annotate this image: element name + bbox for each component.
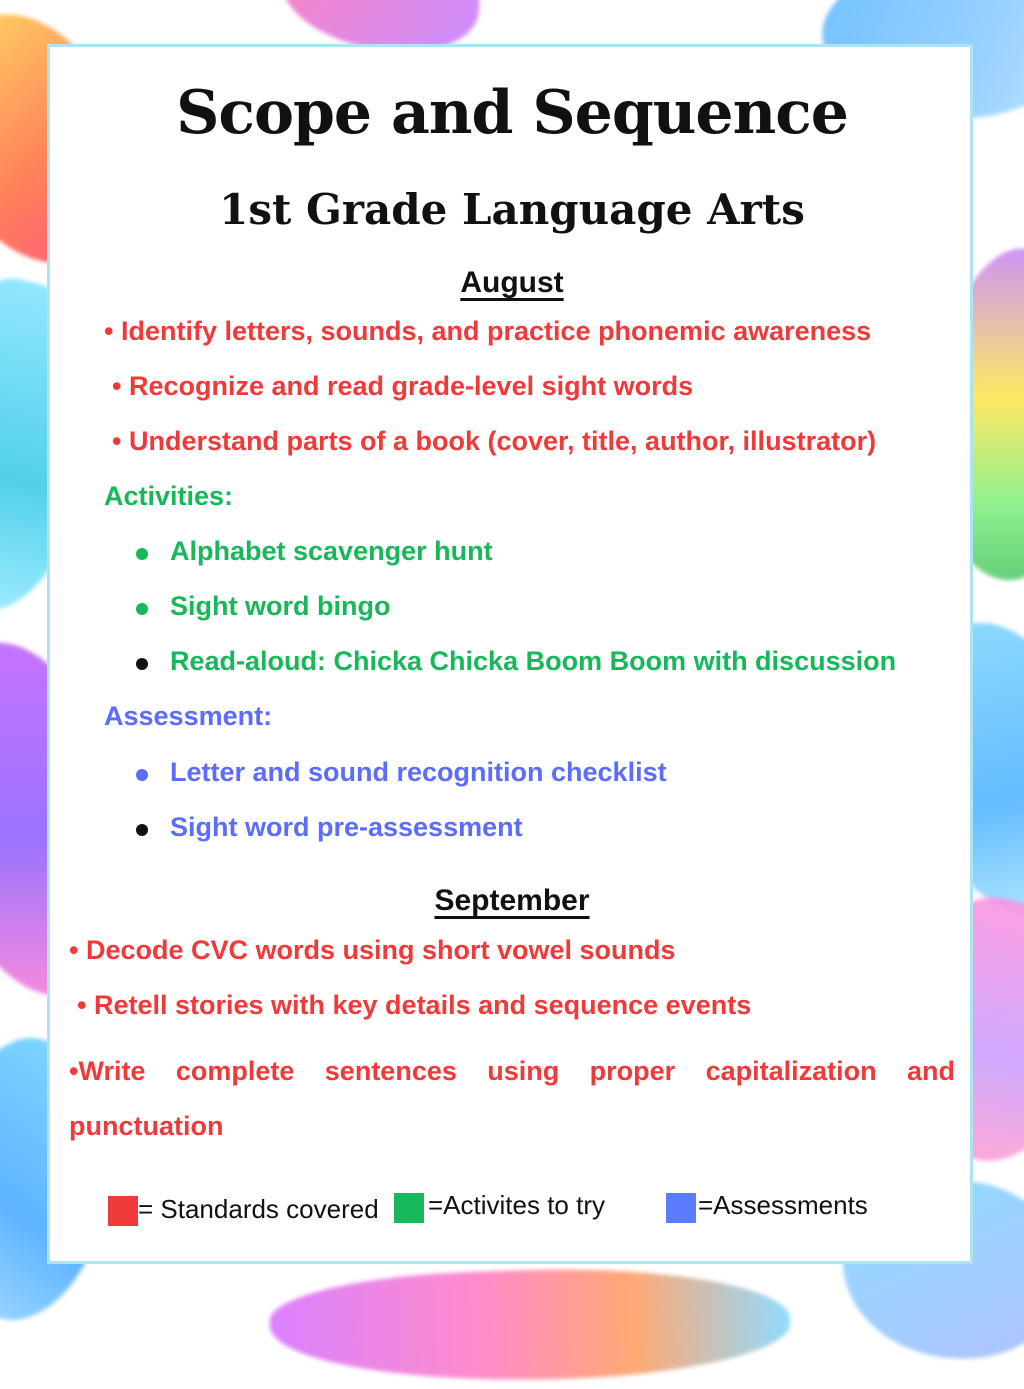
legend-assessments: =Assessments: [698, 1190, 868, 1220]
assessment-2: Sight word pre-assessment: [170, 812, 523, 842]
august-heading: August: [460, 266, 564, 299]
assessment-1: Letter and sound recognition checklist: [170, 757, 667, 787]
bullet-icon: [136, 658, 148, 670]
bullet-icon: [136, 824, 148, 836]
activity-3: Read-aloud: Chicka Chicka Boom Boom with discussion: [170, 646, 897, 676]
september-standard-3: •Write complete sentences using proper capitalization and punctuation: [69, 1056, 955, 1141]
legend-activities: =Activites to try: [428, 1190, 605, 1220]
august-standard-2: • Recognize and read grade-level sight words: [112, 371, 694, 401]
legend-standards: = Standards covered: [138, 1194, 379, 1224]
page-subtitle: 1st Grade Language Arts: [219, 185, 805, 234]
legend-swatch-activities: [394, 1193, 424, 1223]
august-standard-1: • Identify letters, sounds, and practice phonemic awareness: [104, 316, 872, 346]
legend-swatch-assessments: [666, 1193, 696, 1223]
page-title: Scope and Sequence: [176, 78, 848, 148]
activity-2: Sight word bingo: [170, 591, 391, 621]
legend-swatch-standards: [108, 1196, 138, 1226]
activities-label: Activities:: [104, 481, 234, 511]
bullet-icon: [136, 769, 148, 781]
assessment-label: Assessment:: [104, 701, 273, 731]
september-standard-2: • Retell stories with key details and sequence events: [77, 990, 752, 1020]
bullet-icon: [136, 548, 148, 560]
activity-1: Alphabet scavenger hunt: [170, 536, 493, 566]
august-standard-3: • Understand parts of a book (cover, title, author, illustrator): [112, 426, 877, 456]
bullet-icon: [136, 603, 148, 615]
september-standard-1: • Decode CVC words using short vowel sounds: [69, 935, 676, 965]
september-heading: September: [434, 884, 590, 917]
